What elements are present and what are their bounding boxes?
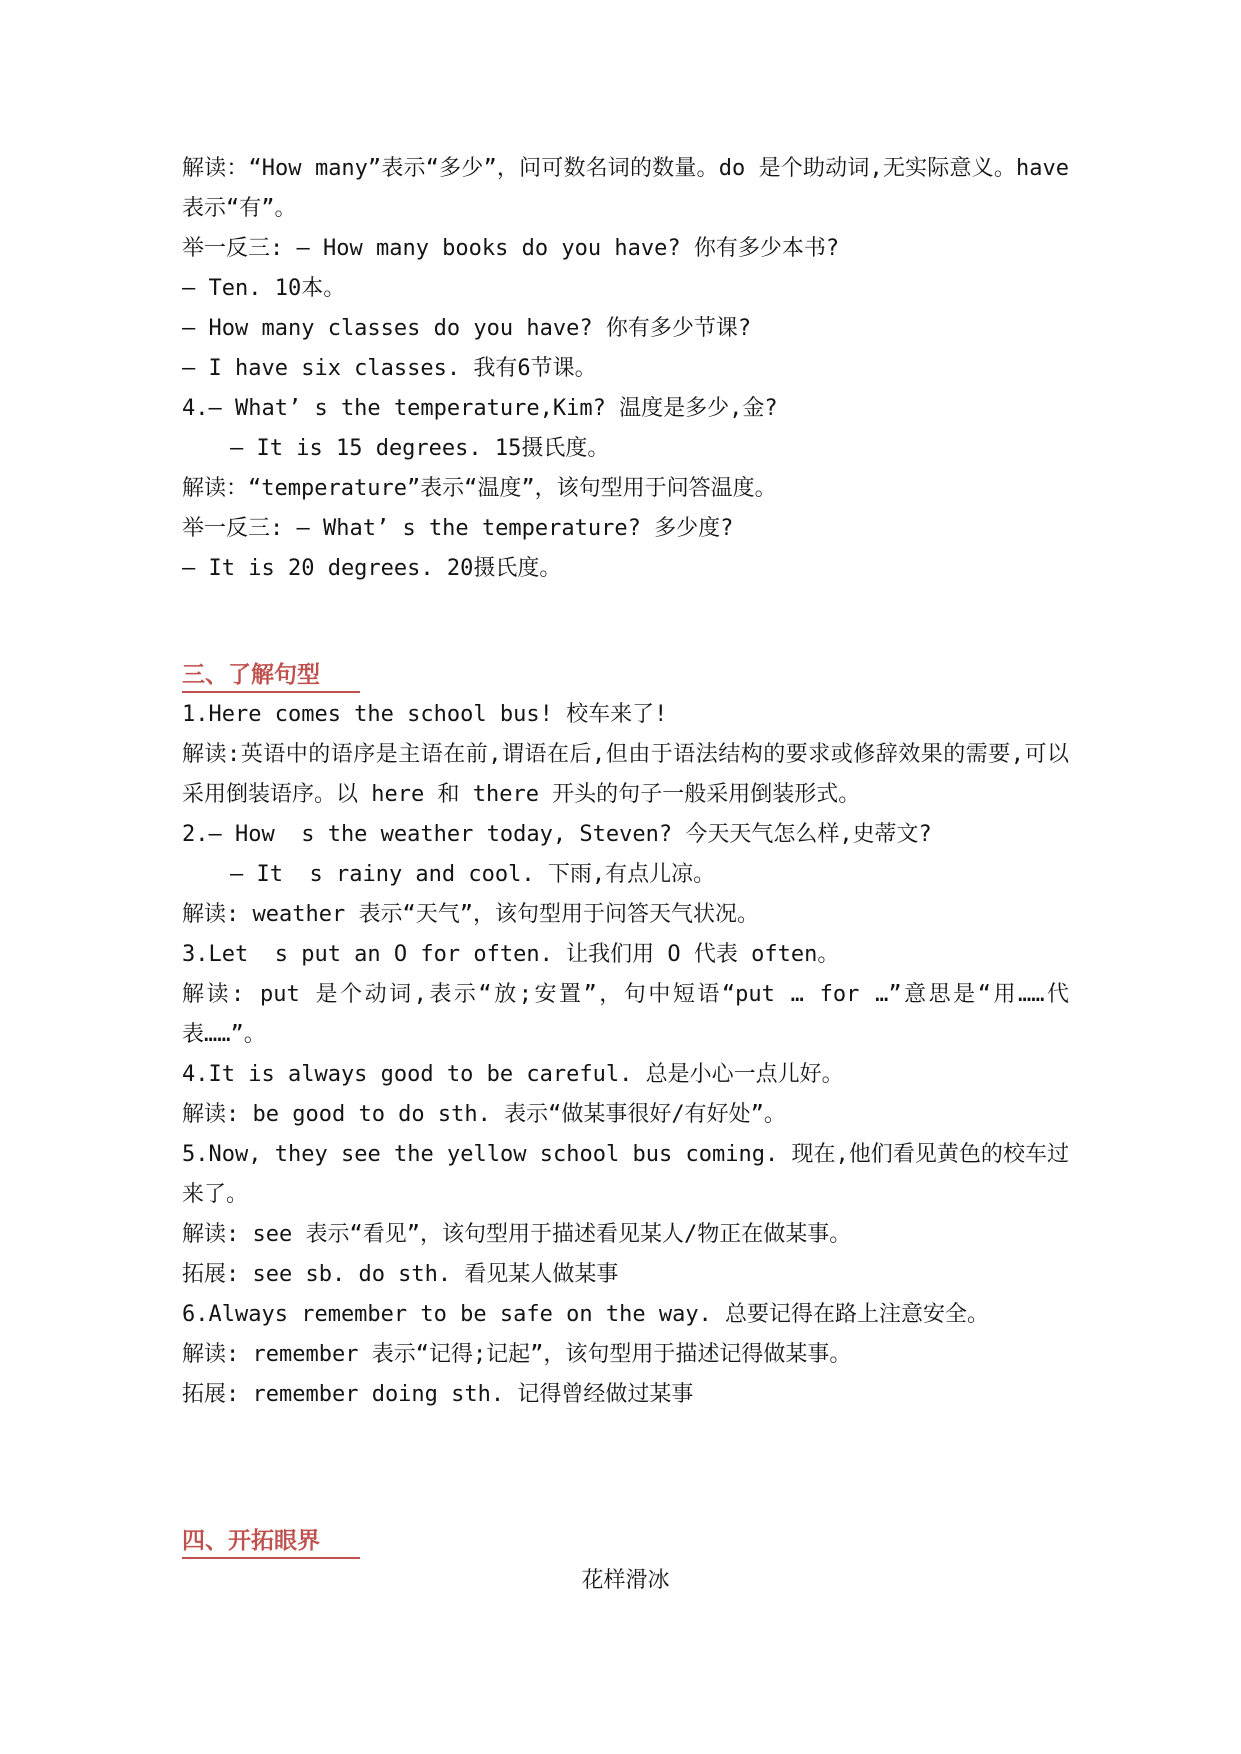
section-sentence-qa	[182, 149, 1083, 589]
paragraph-question-classes: — How many classes do you have? 你有多少节课?	[182, 316, 752, 341]
paragraph-jiedu-inversion: 解读:英语中的语序是主语在前,谓语在后,但由于语法结构的要求或修辞效果的需要,可以采用倒装语序。以 here 和 there 开头的句子一般采用倒装形式。	[182, 742, 1069, 807]
paragraph-jiedu-be-good: 解读: be good to do sth. 表示“做某事很好/有好处”。	[182, 1102, 786, 1127]
paragraph-jiedu-remember: 解读: remember 表示“记得;记起”，该句型用于描述记得做某事。	[182, 1342, 852, 1367]
paragraph-tuozhan-see: 拓展: see sb. do sth. 看见某人做某事	[182, 1262, 619, 1287]
section-heading-sentence-patterns	[182, 655, 1069, 695]
paragraph-answer-ten: — Ten. 10本。	[182, 276, 346, 301]
paragraph-item4-temperature: 4.— What’ s the temperature,Kim? 温度是多少,金?	[182, 396, 778, 421]
paragraph-answer-15-degrees: — It is 15 degrees. 15摄氏度。	[230, 436, 610, 461]
section-sentence-patterns	[182, 655, 1069, 1415]
paragraph-item2-weather: 2.— How s the weather today, Steven? 今天天气怎么样,史蒂文?	[182, 822, 932, 847]
heading-underline-text: 三、了解句型	[182, 662, 360, 693]
paragraph-item1-school-bus: 1.Here comes the school bus! 校车来了!	[182, 702, 668, 727]
section-broaden-horizons	[182, 1521, 1069, 1601]
paragraph-answer-classes: — I have six classes. 我有6节课。	[182, 356, 597, 381]
paragraph-item4-be-careful: 4.It is always good to be careful. 总是小心一点儿好。	[182, 1062, 844, 1087]
paragraph-item3-put-o: 3.Let s put an O for often. 让我们用 O 代表 often。	[182, 942, 840, 967]
paragraph-jiedu-see: 解读: see 表示“看见”，该句型用于描述看见某人/物正在做某事。	[182, 1222, 852, 1247]
paragraph-item6-remember-safe: 6.Always remember to be safe on the way. 总要记得在路上注意安全。	[182, 1302, 990, 1327]
section-heading-broaden-horizons	[182, 1521, 1069, 1561]
paragraph-item5-see-bus: 5.Now, they see the yellow school bus coming. 现在,他们看见黄色的校车过来了。	[182, 1142, 1069, 1207]
paragraph-figure-skating-title: 花样滑冰	[581, 1568, 670, 1593]
paragraph-jiedu-put: 解读: put 是个动词,表示“放;安置”，句中短语“put … for …”意思是“用……代表……”。	[182, 982, 1069, 1047]
paragraph-tuozhan-remember: 拓展: remember doing sth. 记得曾经做过某事	[182, 1382, 694, 1407]
paragraph-jiedu-how-many: 解读：“How many”表示“多少”，问可数名词的数量。do 是个助动词,无实际意义。have 表示“有”。	[182, 156, 1083, 221]
paragraph-example-temperature: 举一反三: — What’ s the temperature? 多少度?	[182, 516, 734, 541]
heading-underline-text: 四、开拓眼界	[182, 1528, 360, 1559]
paragraph-jiedu-temperature: 解读：“temperature”表示“温度”，该句型用于问答温度。	[182, 476, 777, 501]
paragraph-answer-20-degrees: — It is 20 degrees. 20摄氏度。	[182, 556, 562, 581]
paragraph-answer-rainy-cool: — It s rainy and cool. 下雨,有点儿凉。	[230, 862, 716, 887]
paragraph-example-books: 举一反三: — How many books do you have? 你有多少本书?	[182, 236, 840, 261]
paragraph-jiedu-weather: 解读: weather 表示“天气”，该句型用于问答天气状况。	[182, 902, 759, 927]
